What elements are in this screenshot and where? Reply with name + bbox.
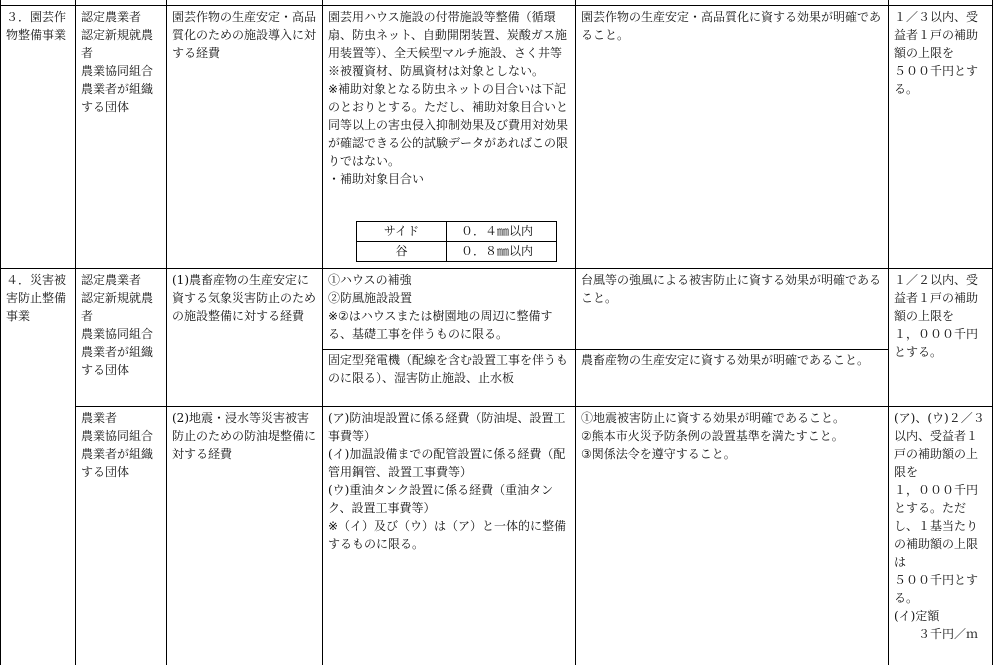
mesh-side-label: サイド <box>383 224 420 238</box>
row1-subsidy: １／３以内、受益者１戸の補助額の上限を ５００千円とする。 <box>894 10 979 96</box>
row-divider-1 <box>0 268 993 269</box>
subrow-divider <box>322 349 888 350</box>
table-border-right <box>992 0 993 665</box>
mesh-valley-label: 谷 <box>395 244 408 258</box>
row1-purpose: 園芸作物の生産安定・高品質化のための施設導入に対する経費 <box>172 10 317 60</box>
row1-condition: 園芸作物の生産安定・高品質化に資する効果が明確であること。 <box>581 10 882 42</box>
row3-eligible: 農業者 農業協同組合 農業者が組織する団体 <box>81 411 154 479</box>
table-border-top <box>0 5 993 6</box>
row2-condition-a: 台風等の強風による被害防止に資する効果が明確であること。 <box>581 273 882 305</box>
mesh-size-table <box>356 221 557 262</box>
table-divider-col2 <box>166 0 167 665</box>
row3-subsidy: (ア)、(ウ)２／３以内、受益者１戸の補助額の上限を １，０００千円とする。ただし、１基当たりの補助額の上限は ５００千円とする。 (イ)定額 ３千円／ｍ <box>894 411 985 641</box>
row-divider-2 <box>75 406 993 407</box>
table-divider-col3 <box>322 0 323 665</box>
mesh-valley-value: ０．８㎜以内 <box>461 244 534 258</box>
row1-program: ３．園芸作物整備事業 <box>6 10 67 42</box>
row1-content: 園芸用ハウス施設の付帯施設等整備（循環扇、防虫ネット、自動開閉装置、炭酸ガス施用装置等）、全天候型マルチ施設、さく井等 ※被覆資材、防風資材は対象としない。 ※補助対象となる防虫ネットの目合いは下記のとおりとする。ただし、補助対象目合いと同等以上の害虫侵入抑制効果及び費用対効果が確認できる公的試験データがあればこの限りではない。 ・補助対象目合い <box>328 10 569 186</box>
row3-purpose: (2)地震・浸水等災害被害防止のための防油堤整備に対する経費 <box>172 411 317 461</box>
table-divider-col5 <box>888 0 889 665</box>
row2-content-a: ①ハウスの補強 ②防風施設設置 ※②はハウスまたは樹園地の周辺に整備する、基礎工事を伴うものに限る。 <box>328 273 553 341</box>
row3-content: (ア)防油堤設置に係る経費（防油堤、設置工事費等） (イ)加温設備までの配管設置に係る経費（配管用鋼管、設置工事費等） (ウ)重油タンク設置に係る経費（重油タンク、設置工事費等） ※（イ）及び（ウ）は（ア）と一体的に整備するものに限る。 <box>328 411 567 551</box>
row2-subsidy: １／２以内、受益者１戸の補助額の上限を １，０００千円とする。 <box>894 273 979 359</box>
row3-condition: ①地震被害防止に資する効果が明確であること。 ②熊本市火災予防条例の設置基準を満たすこと。 ③関係法令を遵守すること。 <box>581 411 846 461</box>
row1-eligible: 認定農業者 認定新規就農者 農業協同組合 農業者が組織する団体 <box>81 10 154 114</box>
table-divider-col4 <box>575 0 576 665</box>
row2-eligible: 認定農業者 認定新規就農者 農業協同組合 農業者が組織する団体 <box>81 273 154 377</box>
row2-program: ４．災害被害防止整備事業 <box>6 273 67 323</box>
table-border-left <box>0 0 1 665</box>
row2-content-b: 固定型発電機（配線を含む設置工事を伴うものに限る）、湿害防止施設、止水板 <box>328 353 569 385</box>
mesh-side-value: ０．４㎜以内 <box>461 224 534 238</box>
row2-purpose: (1)農畜産物の生産安定に資する気象災害防止のための施設整備に対する経費 <box>172 273 317 323</box>
row2-condition-b: 農畜産物の生産安定に資する効果が明確であること。 <box>581 353 870 367</box>
